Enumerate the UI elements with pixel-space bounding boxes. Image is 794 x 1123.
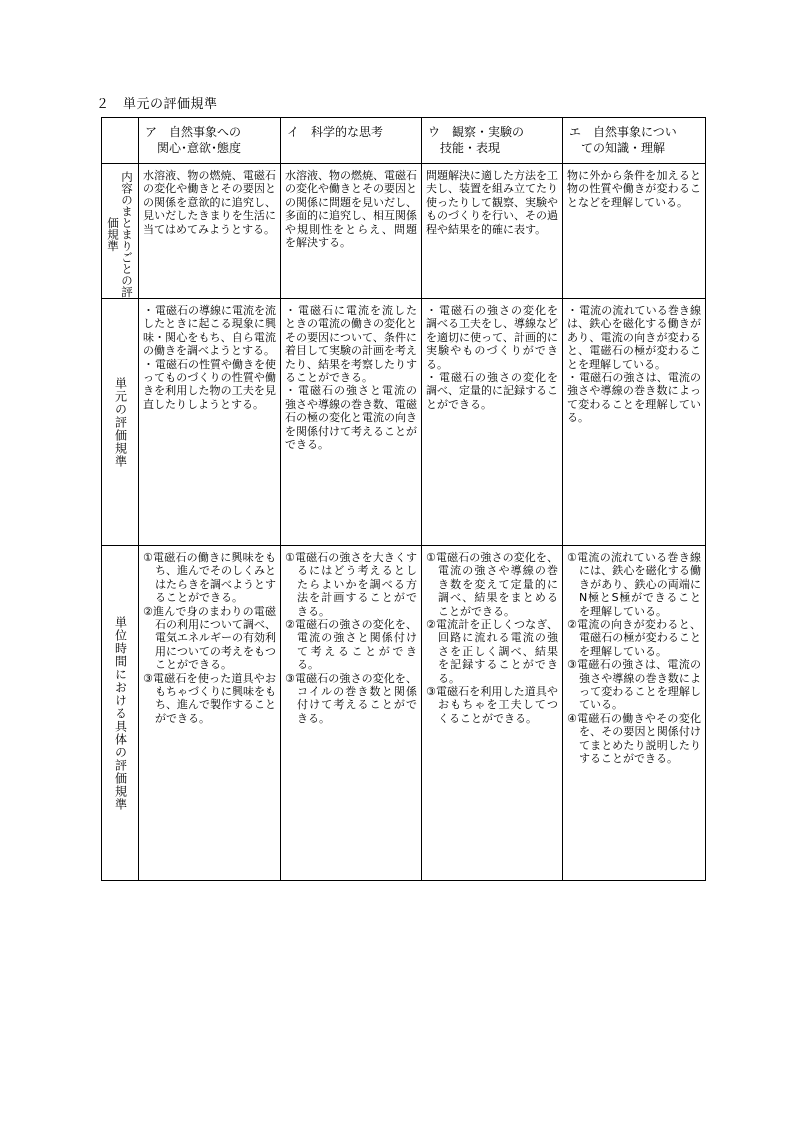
column-header-e-text: エ 自然事象につい ての知識・理解 — [569, 125, 677, 155]
bullet-item: ・電磁石の強さの変化を調べ、定量的に記録することができる。 — [426, 371, 558, 411]
content-criteria-row — [102, 164, 706, 299]
row-label-content — [102, 164, 139, 299]
lesson-criteria-row — [102, 546, 706, 881]
numbered-item: ②電流計を正しくつなぎ、回路に流れる電流の強さを正しく調べ、結果を記録することができる。 — [426, 618, 558, 685]
bullet-text: 電磁石の強さの変化を調べ、定量的に記録することができる。 — [426, 371, 558, 411]
bullet-item: ・電磁石の性質や働きを使ってものづくりの性質や働きを利用した物の工夫を見直したりしようとする。 — [143, 357, 276, 411]
unit-cell-i — [281, 299, 422, 546]
column-header-u — [422, 118, 563, 164]
numbered-item: ②電磁石の強さの変化を、電流の強さと関係付けて考えることができる。 — [285, 618, 417, 672]
numbered-item: ④電磁石の働きやその変化を、その要因と関係付けてまとめたり説明したりすることができる。 — [567, 711, 701, 766]
content-cell-a: 水溶液、物の燃焼、電磁石の変化や働きとその要因との関係を意欲的に追究し、見いだしたきまりを生活に当てはめてみようとする。 — [139, 164, 281, 299]
numbered-item: ③電磁石を利用した道具やおもちゃを工夫してつくることができる。 — [426, 685, 558, 725]
content-cell-i: 水溶液、物の燃焼、電磁石の変化や働きとその要因との関係に問題を見いだし、多面的に追究し、相互関係や規則性をとらえ、問題を解決する。 — [281, 164, 422, 299]
content-cell-e: 物に外から条件を加えると物の性質や働きが変わることなどを理解している。 — [563, 164, 706, 299]
numbered-item: ③電磁石の強さの変化を、コイルの巻き数と関係付けて考えることができる。 — [285, 671, 417, 725]
lesson-cell-u — [422, 546, 563, 881]
unit-cell-u — [422, 299, 563, 546]
numbered-item: ①電流の流れている巻き線には、鉄心を磁化する働きがあり、鉄心の両端にN極とS極ができることを理解している。 — [567, 551, 701, 618]
numbered-item: ①電磁石の強さを大きくするにはどう考えるとしたらよいかを調べる方法を計画することができる。 — [285, 551, 417, 618]
bullet-text: 電磁石の導線に電流を流したときに起こる現象に興味・関心をもち、自ら電流の働きを調べようとする。 — [143, 304, 276, 358]
bullet-item: ・電磁石の強さの変化を調べる工夫をし、導線などを適切に使って、計画的に実験やものづくりができる。 — [426, 304, 558, 371]
unit-criteria-row — [102, 299, 706, 546]
corner-cell — [102, 118, 139, 164]
row-label-unit — [102, 299, 139, 546]
row-label-lesson-text: 単位時間における具体の評価規準 — [113, 615, 128, 811]
bullet-text: 電磁石の性質や働きを使ってものづくりの性質や働きを利用した物の工夫を見直したりしようとする。 — [143, 357, 276, 411]
row-label-content-text: 内容のまとまりごとの評価規準 — [106, 170, 134, 298]
bullet-text: 電磁石の強さの変化を調べる工夫をし、導線などを適切に使って、計画的に実験やものづくりができる。 — [426, 304, 558, 371]
unit-cell-e — [563, 299, 706, 546]
column-header-i-text: イ 科学的な思考 — [287, 125, 384, 139]
column-header-u-text: ウ 観察・実験の 技能・表現 — [428, 125, 525, 155]
row-label-lesson — [102, 546, 139, 881]
numbered-item: ③電磁石の強さは、電流の強さや導線の巻き数によって変わることを理解している。 — [567, 658, 701, 712]
lesson-cell-i — [281, 546, 422, 881]
bullet-text: 電流の流れている巻き線は、鉄心を磁化する働きがあり、電流の向きが変わると、電磁石の極が変わることを理解している。 — [567, 304, 701, 371]
unit-cell-a — [139, 299, 281, 546]
row-label-unit-text: 単元の評価規準 — [113, 376, 128, 468]
lesson-cell-e — [563, 546, 706, 881]
numbered-item: ①電磁石の強さの変化を、電流の強さや導線の巻き数を変えて定量的に調べ、結果をまとめることができる。 — [426, 551, 558, 618]
bullet-text: 電磁石の強さと電流の強さや導線の巻き数、電磁石の極の変化と電流の向きを関係付けて考えることができる。 — [285, 384, 417, 452]
bullet-item: ・電磁石の強さは、電流の強さや導線の巻き数によって変わることを理解している。 — [567, 371, 701, 425]
column-header-e — [563, 118, 706, 164]
numbered-item: ②電流の向きが変わると、電磁石の極が変わることを理解している。 — [567, 618, 701, 658]
bullet-item: ・電流の流れている巻き線は、鉄心を磁化する働きがあり、電流の向きが変わると、電磁石の極が変わることを理解している。 — [567, 304, 701, 371]
column-header-a-text: ア 自然事象への 関心･意欲･態度 — [145, 125, 242, 155]
evaluation-criteria-table — [101, 117, 706, 881]
column-header-i — [281, 118, 422, 164]
bullet-item: ・電磁石に電流を流したときの電流の働きの変化とその要因について、条件に着目して実験の計画を考えたり、結果を考察したりすることができる。 — [285, 304, 417, 385]
column-header-a — [139, 118, 281, 164]
numbered-item: ②進んで身のまわりの電磁石の利用について調べ、電気エネルギーの有効利用についての考えをもつことができる。 — [143, 604, 276, 672]
lesson-cell-a — [139, 546, 281, 881]
numbered-item: ①電磁石の働きに興味をもち、進んでそのしくみとはたらきを調べようとすることができる。 — [143, 551, 276, 605]
bullet-item: ・電磁石の強さと電流の強さや導線の巻き数、電磁石の極の変化と電流の向きを関係付けて考えることができる。 — [285, 384, 417, 452]
header-row — [102, 118, 706, 164]
content-cell-u: 問題解決に適した方法を工夫し、装置を組み立てたり使ったりして観察、実験やものづくりを行い、その過程や結果を的確に表す。 — [422, 164, 563, 299]
bullet-text: 電磁石の強さは、電流の強さや導線の巻き数によって変わることを理解している。 — [567, 371, 701, 425]
bullet-item: ・電磁石の導線に電流を流したときに起こる現象に興味・関心をもち、自ら電流の働きを調べようとする。 — [143, 304, 276, 358]
numbered-item: ③電磁石を使った道具やおもちゃづくりに興味をもち、進んで製作することができる。 — [143, 671, 276, 725]
section-heading: ２ 単元の評価規準 — [96, 97, 218, 112]
bullet-text: 電磁石に電流を流したときの電流の働きの変化とその要因について、条件に着目して実験の計画を考えたり、結果を考察したりすることができる。 — [285, 304, 417, 385]
